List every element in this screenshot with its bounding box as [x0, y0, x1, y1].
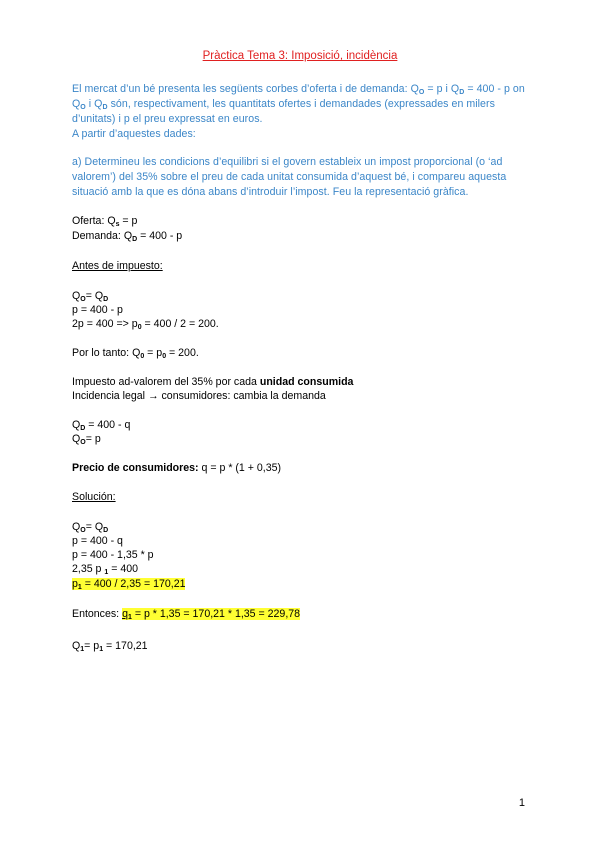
- solucion-heading: Solución:: [72, 491, 116, 503]
- demand-eq: $Q_D = 400 - q$: [72, 419, 131, 432]
- supply-eq: $Q_O= p$: [72, 433, 101, 446]
- solucion-eq-2: p = 400 - q: [72, 535, 123, 547]
- por-lo-tanto-line: Por lo tanto: $Q_0 = p_0 = 200$.: [72, 347, 199, 360]
- final-result-line: $Q_1= p_1 = 170,21$: [72, 640, 148, 653]
- solucion-eq-5-highlight: $p_1 = 400 / 2,35 = 170,21$: [72, 578, 186, 591]
- antes-eq-2: p = 400 - p: [72, 304, 123, 316]
- solucion-eq-3: p = 400 - 1,35 * p: [72, 549, 154, 561]
- demanda-line: Demanda: $Q_D = 400 - p$: [72, 230, 183, 243]
- impuesto-line: Impuesto ad-valorem del 35% por cada unidad consumida: [72, 376, 354, 388]
- antes-eq-1: $Q_O= Q_D$: [72, 290, 109, 303]
- incidencia-line: Incidencia legal → consumidores: cambia la demanda: [72, 390, 326, 402]
- antes-heading: Antes de impuesto:: [72, 260, 163, 272]
- document-title: Pràctica Tema 3: Imposició, incidència: [202, 50, 398, 62]
- antes-eq-3: $2p = 400 => p_0 = 400 / 2 = 200$.: [72, 318, 219, 331]
- intro-lead-in: A partir d’aquestes dades:: [72, 128, 196, 140]
- intro-paragraph: El mercat d’un bé presenta les següents corbes d’oferta i de demanda: $Q_O = p$ i $Q_D = 400 - p$ on $Q_O$ i $Q_D$ són, respectivament, les quantitats ofertes i demandades (expressades en milers d’unitats) i p el preu expressat en euros. A partir d’aquestes dades:: [72, 83, 525, 140]
- oferta-line: Oferta: $Q_s = p$: [72, 215, 138, 228]
- entonces-line: Entonces: $q_1 = p * 1,35 = 170,21 * 1,35 = 229,78$: [72, 608, 301, 621]
- precio-consumidores-line: Precio de consumidores: q = p * (1 + 0,35): [72, 462, 282, 474]
- page-number: 1: [518, 797, 525, 809]
- question-a: a) Determineu les condicions d’equilibri si el govern estableix un impost proporcional (o ‘ad valorem’) del 35% sobre el preu de cada unitat consumida d’aquest bé, i compareu aquesta situació amb la que es dóna abans d’introduir l’impost. Feu la representació gràfica.: [72, 156, 507, 198]
- solucion-eq-1: $Q_O= Q_D$: [72, 521, 109, 534]
- solucion-eq-4: 2,35 p $_1$ = 400: [72, 563, 139, 576]
